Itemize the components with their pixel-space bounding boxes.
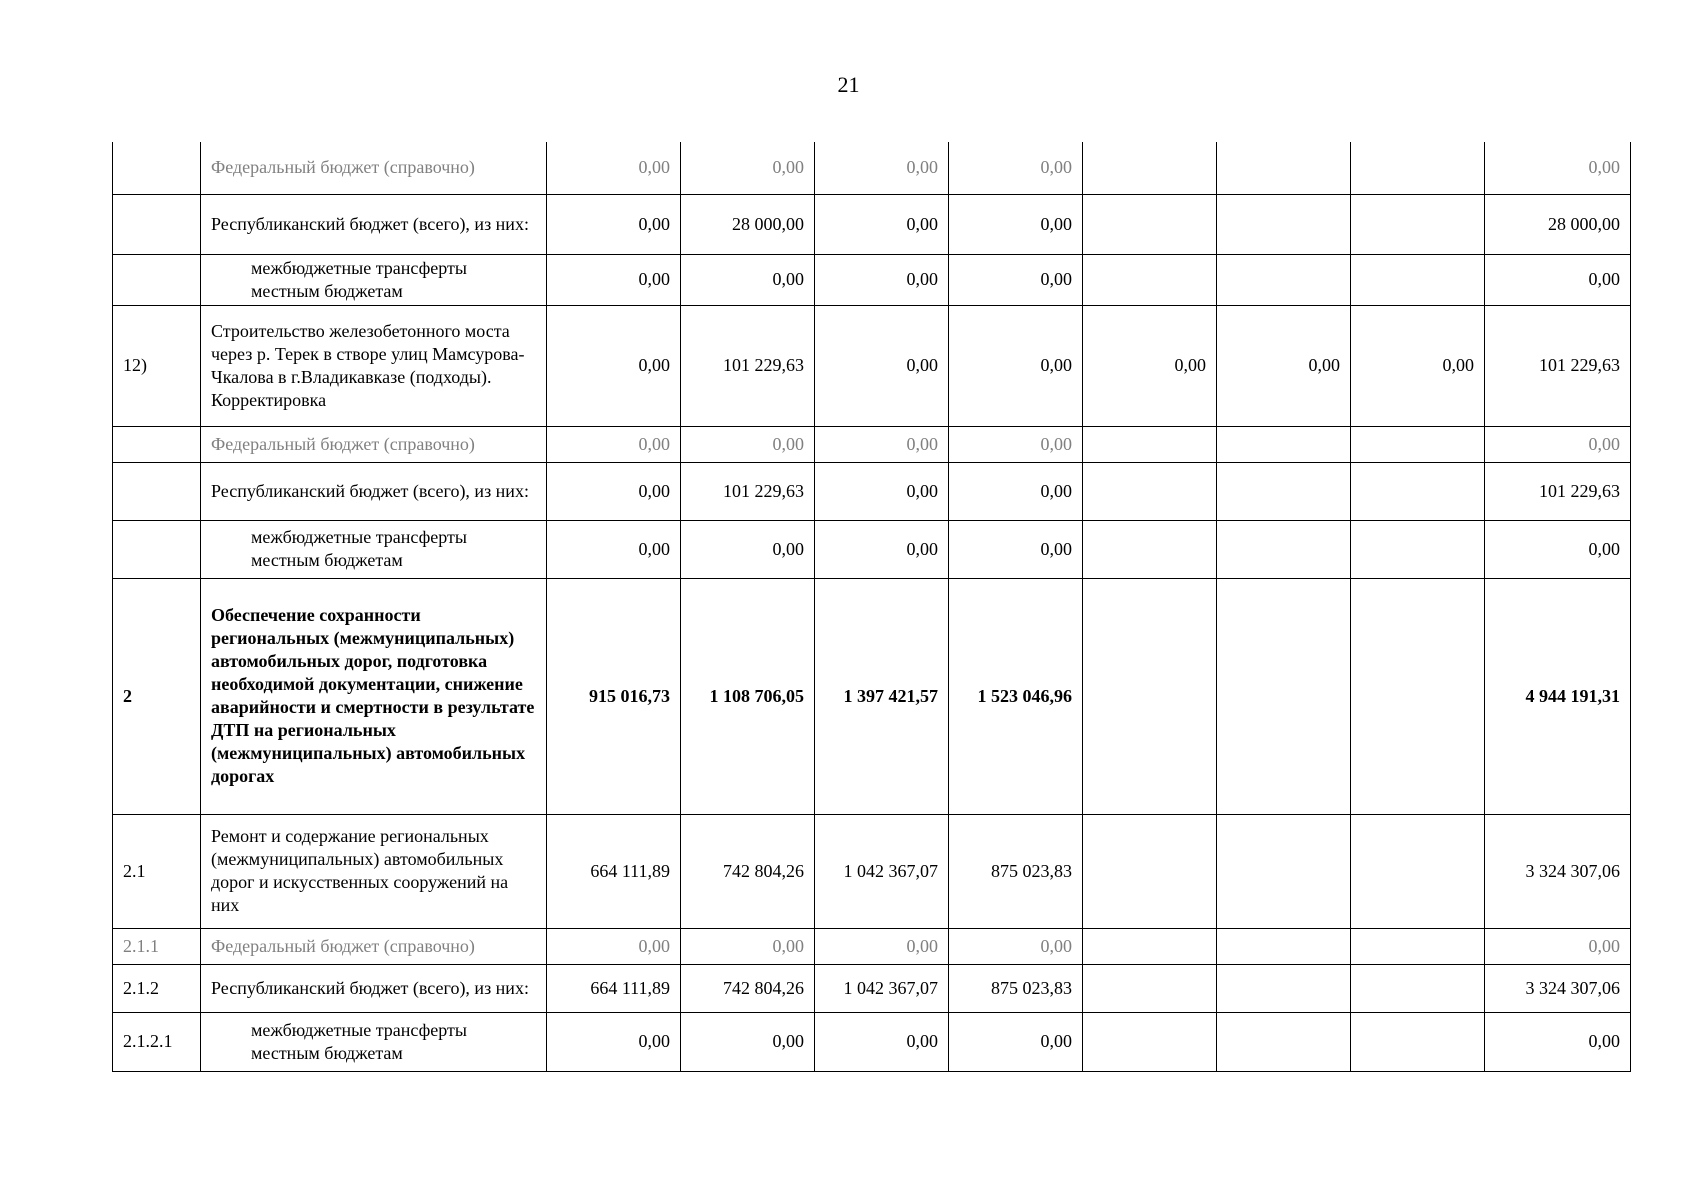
row-value — [1351, 520, 1485, 578]
row-value — [1083, 462, 1217, 520]
row-total: 0,00 — [1485, 254, 1631, 305]
row-value — [1217, 578, 1351, 814]
row-name: Республиканский бюджет (всего), из них: — [201, 964, 547, 1012]
row-value — [1083, 814, 1217, 928]
row-value: 0,00 — [547, 142, 681, 194]
row-value — [1083, 578, 1217, 814]
row-value — [1083, 520, 1217, 578]
row-value — [1217, 194, 1351, 254]
table-row — [113, 928, 1631, 964]
row-value: 0,00 — [949, 194, 1083, 254]
row-code — [113, 520, 201, 578]
row-name: межбюджетные трансферты местным бюджетам — [201, 254, 547, 305]
row-value: 0,00 — [949, 1012, 1083, 1071]
row-code: 2.1.2.1 — [113, 1012, 201, 1071]
row-value — [1351, 194, 1485, 254]
row-value — [1217, 814, 1351, 928]
table-row — [113, 1012, 1631, 1071]
row-value: 0,00 — [547, 426, 681, 462]
row-name: Федеральный бюджет (справочно) — [201, 928, 547, 964]
row-code: 2.1 — [113, 814, 201, 928]
row-value — [1351, 1012, 1485, 1071]
row-value — [1217, 462, 1351, 520]
budget-table — [112, 142, 1631, 1072]
row-value: 0,00 — [547, 1012, 681, 1071]
row-value: 0,00 — [681, 1012, 815, 1071]
row-value: 0,00 — [949, 305, 1083, 426]
row-value: 0,00 — [815, 1012, 949, 1071]
row-name: Республиканский бюджет (всего), из них: — [201, 194, 547, 254]
table-row — [113, 305, 1631, 426]
row-value: 1 523 046,96 — [949, 578, 1083, 814]
row-value — [1083, 194, 1217, 254]
row-value: 0,00 — [547, 520, 681, 578]
row-total: 3 324 307,06 — [1485, 814, 1631, 928]
row-value: 0,00 — [815, 142, 949, 194]
row-value — [1217, 142, 1351, 194]
row-value — [1351, 254, 1485, 305]
table-row — [113, 814, 1631, 928]
row-total: 0,00 — [1485, 142, 1631, 194]
row-total: 4 944 191,31 — [1485, 578, 1631, 814]
row-total: 101 229,63 — [1485, 305, 1631, 426]
row-value: 0,00 — [547, 254, 681, 305]
row-value: 0,00 — [815, 520, 949, 578]
row-value — [1083, 928, 1217, 964]
row-value — [1217, 964, 1351, 1012]
row-name: Федеральный бюджет (справочно) — [201, 426, 547, 462]
row-value: 0,00 — [547, 928, 681, 964]
row-name: Строительство железобетонного моста через р. Терек в створе улиц Мамсурова-Чкалова в г.Владикавказе (подходы). Корректировка — [201, 305, 547, 426]
row-value: 0,00 — [949, 520, 1083, 578]
row-value — [1351, 964, 1485, 1012]
row-value: 0,00 — [681, 426, 815, 462]
table-row — [113, 462, 1631, 520]
row-value — [1217, 426, 1351, 462]
row-value: 0,00 — [815, 426, 949, 462]
row-value: 0,00 — [815, 194, 949, 254]
row-value: 742 804,26 — [681, 964, 815, 1012]
row-value: 0,00 — [815, 928, 949, 964]
table-row — [113, 194, 1631, 254]
row-value — [1083, 426, 1217, 462]
row-code — [113, 462, 201, 520]
row-value — [1217, 928, 1351, 964]
row-value: 0,00 — [547, 194, 681, 254]
row-value: 28 000,00 — [681, 194, 815, 254]
row-value: 0,00 — [1217, 305, 1351, 426]
row-total: 28 000,00 — [1485, 194, 1631, 254]
row-value: 664 111,89 — [547, 814, 681, 928]
row-value: 0,00 — [949, 426, 1083, 462]
row-value: 875 023,83 — [949, 814, 1083, 928]
row-value — [1217, 1012, 1351, 1071]
row-value: 0,00 — [949, 254, 1083, 305]
row-value: 664 111,89 — [547, 964, 681, 1012]
row-value — [1217, 254, 1351, 305]
row-name: Федеральный бюджет (справочно) — [201, 142, 547, 194]
row-value: 0,00 — [547, 305, 681, 426]
row-value: 0,00 — [547, 462, 681, 520]
row-value — [1351, 462, 1485, 520]
row-value — [1083, 1012, 1217, 1071]
row-total: 101 229,63 — [1485, 462, 1631, 520]
row-value: 0,00 — [681, 142, 815, 194]
row-code — [113, 254, 201, 305]
row-total: 0,00 — [1485, 1012, 1631, 1071]
table-row — [113, 142, 1631, 194]
table-row — [113, 426, 1631, 462]
row-value — [1351, 814, 1485, 928]
row-total: 0,00 — [1485, 426, 1631, 462]
row-code — [113, 142, 201, 194]
row-value: 0,00 — [815, 254, 949, 305]
row-value — [1351, 426, 1485, 462]
table-row — [113, 578, 1631, 814]
row-value: 1 108 706,05 — [681, 578, 815, 814]
row-value: 0,00 — [681, 928, 815, 964]
row-value: 0,00 — [949, 928, 1083, 964]
row-name: Республиканский бюджет (всего), из них: — [201, 462, 547, 520]
row-total: 3 324 307,06 — [1485, 964, 1631, 1012]
row-value: 875 023,83 — [949, 964, 1083, 1012]
row-value: 101 229,63 — [681, 305, 815, 426]
row-value: 0,00 — [949, 462, 1083, 520]
row-value: 0,00 — [815, 305, 949, 426]
table-row — [113, 520, 1631, 578]
row-value — [1351, 142, 1485, 194]
row-code: 2 — [113, 578, 201, 814]
row-value — [1351, 578, 1485, 814]
row-name: Обеспечение сохранности региональных (межмуниципальных) автомобильных дорог, подготовка необходимой документации, снижение аварийности и смертности в результате ДТП на региональных (межмуниципальных) автомобильных дорогах — [201, 578, 547, 814]
row-value: 0,00 — [1351, 305, 1485, 426]
row-name: межбюджетные трансферты местным бюджетам — [201, 1012, 547, 1071]
table-row — [113, 964, 1631, 1012]
row-value: 0,00 — [815, 462, 949, 520]
row-value — [1217, 520, 1351, 578]
row-code — [113, 194, 201, 254]
row-name: межбюджетные трансферты местным бюджетам — [201, 520, 547, 578]
row-value: 742 804,26 — [681, 814, 815, 928]
row-value: 101 229,63 — [681, 462, 815, 520]
row-value: 0,00 — [1083, 305, 1217, 426]
row-value — [1083, 964, 1217, 1012]
row-value — [1083, 254, 1217, 305]
row-code: 2.1.2 — [113, 964, 201, 1012]
row-name: Ремонт и содержание региональных (межмуниципальных) автомобильных дорог и искусственных сооружений на них — [201, 814, 547, 928]
row-value: 1 042 367,07 — [815, 814, 949, 928]
row-value: 0,00 — [681, 254, 815, 305]
row-code: 12) — [113, 305, 201, 426]
row-total: 0,00 — [1485, 520, 1631, 578]
row-value: 1 042 367,07 — [815, 964, 949, 1012]
row-value: 0,00 — [681, 520, 815, 578]
page-number: 21 — [837, 72, 860, 97]
row-value — [1351, 928, 1485, 964]
row-value: 0,00 — [949, 142, 1083, 194]
table-row — [113, 254, 1631, 305]
row-code: 2.1.1 — [113, 928, 201, 964]
row-value — [1083, 142, 1217, 194]
row-value: 1 397 421,57 — [815, 578, 949, 814]
row-value: 915 016,73 — [547, 578, 681, 814]
row-code — [113, 426, 201, 462]
row-total: 0,00 — [1485, 928, 1631, 964]
